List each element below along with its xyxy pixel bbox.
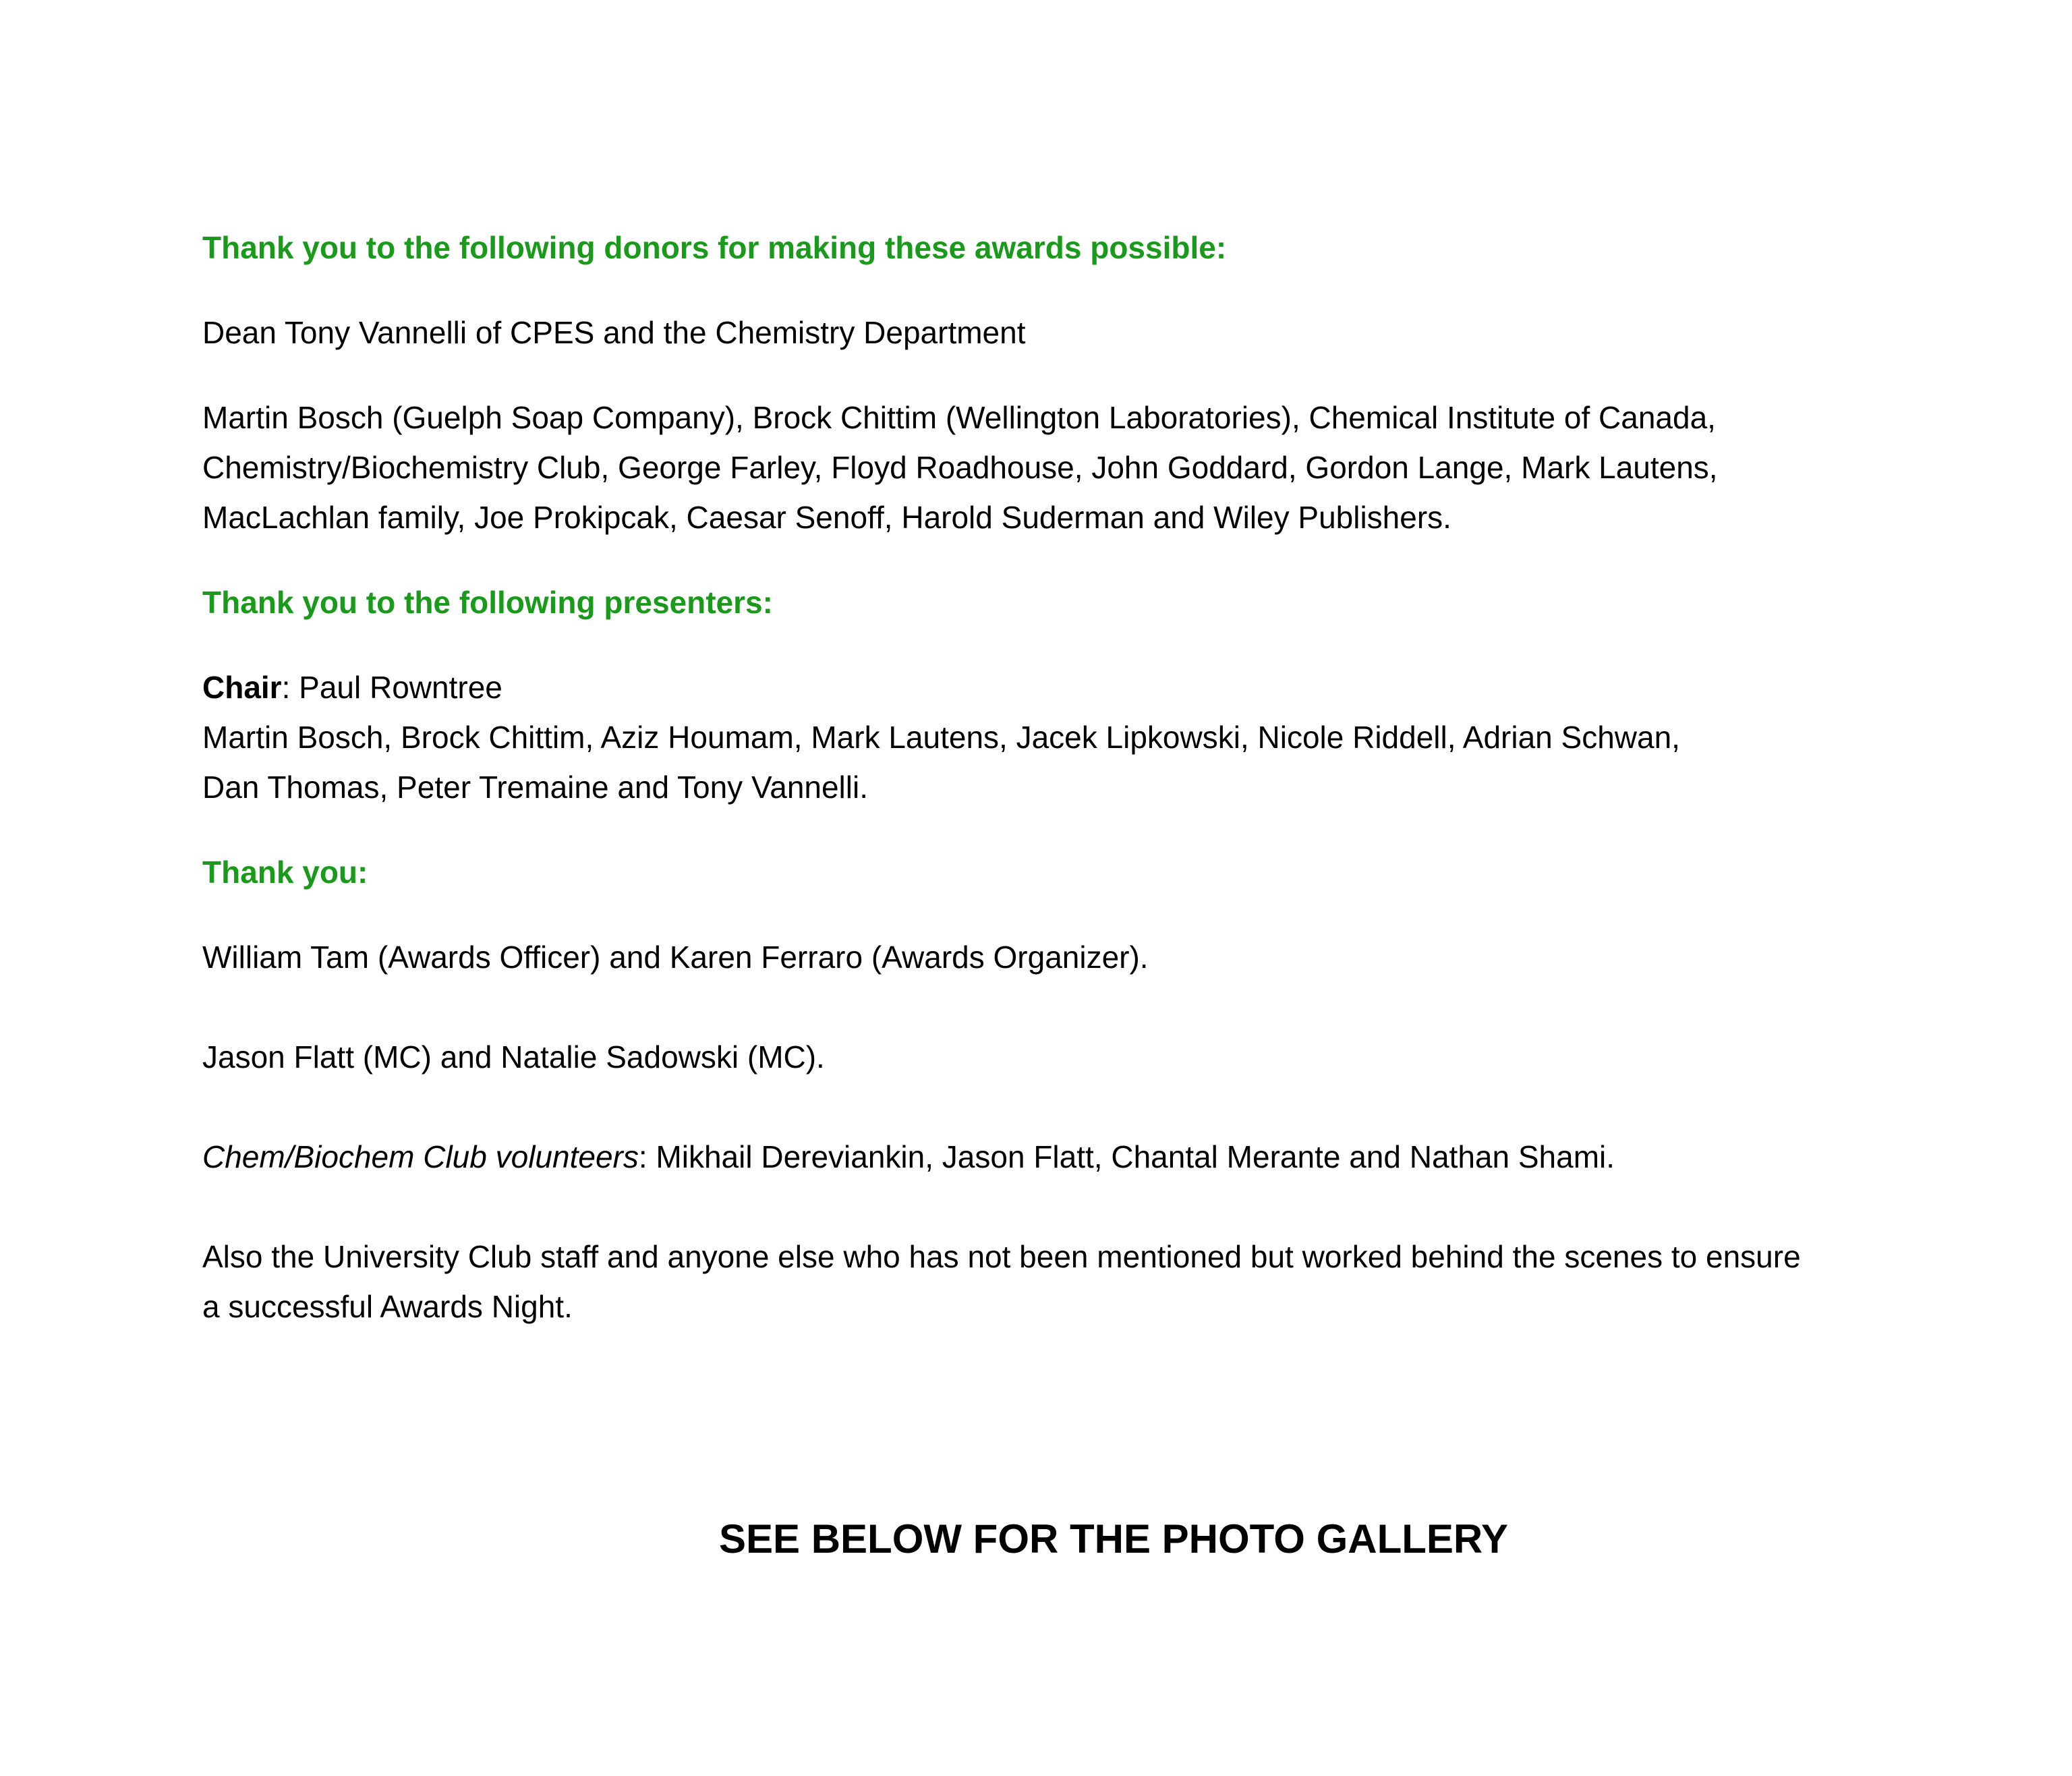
- thanks-mc-line: Jason Flatt (MC) and Natalie Sadowski (MC).: [202, 1039, 825, 1075]
- presenters-heading: Thank you to the following presenters:: [202, 585, 773, 620]
- donors-dean-line: Dean Tony Vannelli of CPES and the Chemistry Department: [202, 315, 1026, 350]
- volunteers-label: Chem/Biochem Club volunteers: [202, 1139, 639, 1174]
- thanks-officers-line: William Tam (Awards Officer) and Karen Ferraro (Awards Organizer).: [202, 940, 1149, 975]
- donors-list: [202, 393, 1969, 542]
- chair-line: [202, 662, 1969, 712]
- chair-label: Chair: [202, 670, 282, 705]
- donors-list-line: Martin Bosch (Guelph Soap Company), Brock Chittim (Wellington Laboratories), Chemical Institute of Canada,: [202, 400, 1716, 435]
- donors-heading: Thank you to the following donors for making these awards possible:: [202, 230, 1227, 265]
- donors-list-line: Chemistry/Biochemistry Club, George Farley, Floyd Roadhouse, John Goddard, Gordon Lange, Mark Lautens,: [202, 450, 1718, 485]
- also-paragraph: [202, 1232, 1969, 1331]
- presenters-list-line: Dan Thomas, Peter Tremaine and Tony Vannelli.: [202, 770, 869, 805]
- thanks-heading: Thank you:: [202, 855, 368, 890]
- presenters-list-line: Martin Bosch, Brock Chittim, Aziz Houmam, Mark Lautens, Jacek Lipkowski, Nicole Riddell, Adrian Schwan,: [202, 720, 1680, 755]
- presenters-list: [202, 662, 1969, 812]
- chair-value: : Paul Rowntree: [281, 670, 502, 705]
- volunteers-line: [202, 1132, 1969, 1182]
- photo-gallery-notice: SEE BELOW FOR THE PHOTO GALLERY: [718, 1516, 1509, 1562]
- also-line: Also the University Club staff and anyone else who has not been mentioned but worked behind the scenes to ensure: [202, 1239, 1801, 1274]
- acknowledgements-section: [202, 223, 1969, 1331]
- donors-list-line: MacLachlan family, Joe Prokipcak, Caesar Senoff, Harold Suderman and Wiley Publishers.: [202, 500, 1451, 535]
- volunteers-value: : Mikhail Dereviankin, Jason Flatt, Chantal Merante and Nathan Shami.: [638, 1139, 1615, 1174]
- also-line: a successful Awards Night.: [202, 1289, 573, 1324]
